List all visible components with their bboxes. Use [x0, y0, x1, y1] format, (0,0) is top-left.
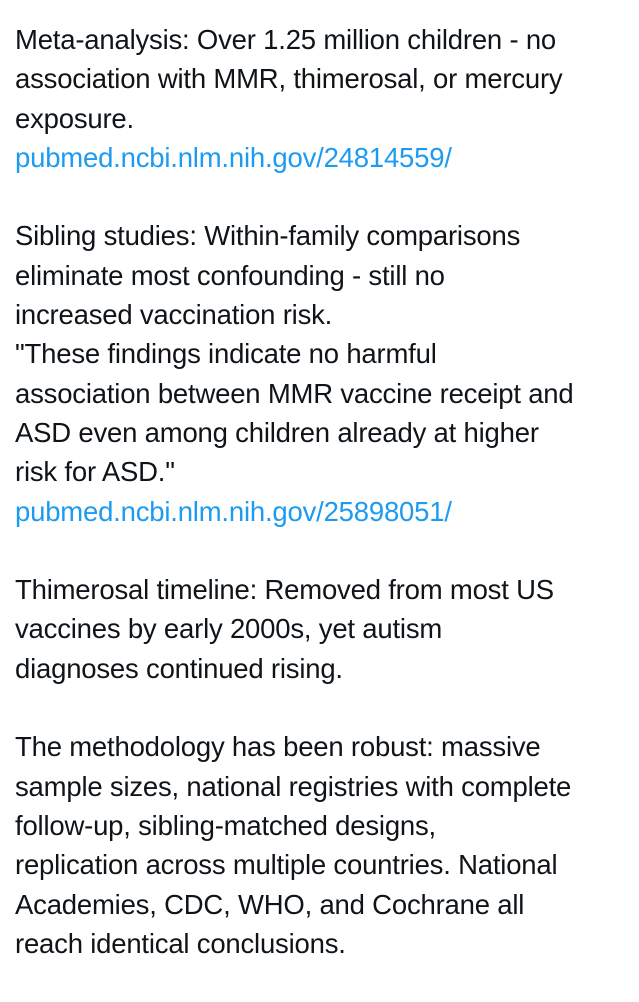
text-line: vaccines by early 2000s, yet autism [15, 613, 443, 645]
quote-line: "These findings indicate no harmful [15, 338, 437, 370]
text-line: replication across multiple countries. National [15, 849, 558, 881]
text-line: Academies, CDC, WHO, and Cochrane all [15, 888, 525, 920]
pubmed-link-25898051[interactable]: pubmed.ncbi.nlm.nih.gov/25898051/ [15, 495, 452, 527]
text-line: association with MMR, thimerosal, or mercury [15, 63, 563, 95]
text-line: increased vaccination risk. [15, 299, 333, 331]
post-body [15, 20, 630, 1002]
text-line: follow-up, sibling-matched designs, [15, 809, 436, 841]
pubmed-link-24814559[interactable]: pubmed.ncbi.nlm.nih.gov/24814559/ [15, 141, 452, 173]
quote-line: risk for ASD." [15, 456, 175, 488]
paragraph-sibling-studies [15, 216, 630, 530]
paragraph-meta-analysis [15, 20, 630, 177]
text-line: eliminate most confounding - still no [15, 259, 445, 291]
text-line: sample sizes, national registries with complete [15, 770, 572, 802]
paragraph-thimerosal-timeline [15, 570, 630, 688]
text-line: The methodology has been robust: massive [15, 731, 541, 763]
paragraph-methodology [15, 727, 630, 963]
text-line: exposure. [15, 102, 134, 134]
text-line: Thimerosal timeline: Removed from most US [15, 574, 554, 606]
quote-line: association between MMR vaccine receipt and [15, 377, 574, 409]
quote-line: ASD even among children already at higher [15, 416, 539, 448]
text-line: reach identical conclusions. [15, 927, 346, 959]
text-line: diagnoses continued rising. [15, 652, 343, 684]
text-line: Meta-analysis: Over 1.25 million children - no [15, 24, 557, 55]
text-line: Sibling studies: Within-family comparisons [15, 220, 521, 252]
